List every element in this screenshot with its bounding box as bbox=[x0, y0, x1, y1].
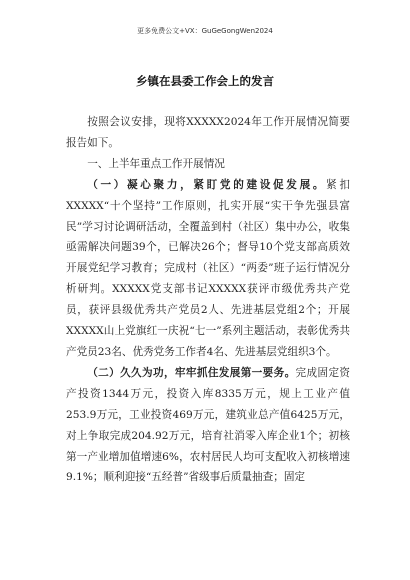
heading-text: 一、上半年重点工作开展情况 bbox=[87, 157, 225, 170]
document-body bbox=[66, 112, 350, 488]
paragraph-text: 按照会议安排，现将XXXXX2024年工作开展情况简要报告如下。 bbox=[66, 116, 350, 149]
paragraph-text: 完成固定资产投资1344万元，投资入库8335万元，规上工业产值253.9万元，工业投资469万元，建筑业总产值6425万元，对上争取完成204.92万元，培育社消零入库企业1个；初核第一产业增加值增速6%，农村居民人均可支配收入初核增速9.1%；顺利迎接“五经普”省级事后质量抽查；固定 bbox=[66, 366, 351, 484]
paragraph-lead: （二）久久为功，牢牢抓住发展第一要务。 bbox=[87, 366, 296, 379]
paragraph-lead: （一）凝心聚力，紧盯党的建设促发展。 bbox=[87, 178, 327, 191]
header-note: 更多免费公文+VX：GuGeGongWen2024 bbox=[137, 27, 273, 35]
party-building-paragraph bbox=[66, 175, 350, 363]
document-title: 乡镇在县委工作会上的发言 bbox=[136, 74, 274, 88]
paragraph-text: 紧扣XXXXX“十个坚持”工作原则，扎实开展“实干争先强县富民”学习讨论调研活动，全覆盖到村（社区）集中办公，收集亟需解决问题39个，已解决26个；督导10个党支部高质效开展党纪学习教育；完成村（社区）“两委”班子运行情况分析研判。XXXXX党支部书记XXXXX获评市级优秀共产党员，获评县级优秀共产党员2人、先进基层党组2个；开展XXXXX山上党旗红一庆祝“七一”系列主题活动，表彰优秀共产党员23名、优秀党务工作者4名、先进基层党组织3个。 bbox=[66, 178, 351, 358]
intro-paragraph bbox=[66, 112, 350, 154]
development-paragraph bbox=[66, 363, 350, 488]
section-heading bbox=[66, 154, 350, 175]
